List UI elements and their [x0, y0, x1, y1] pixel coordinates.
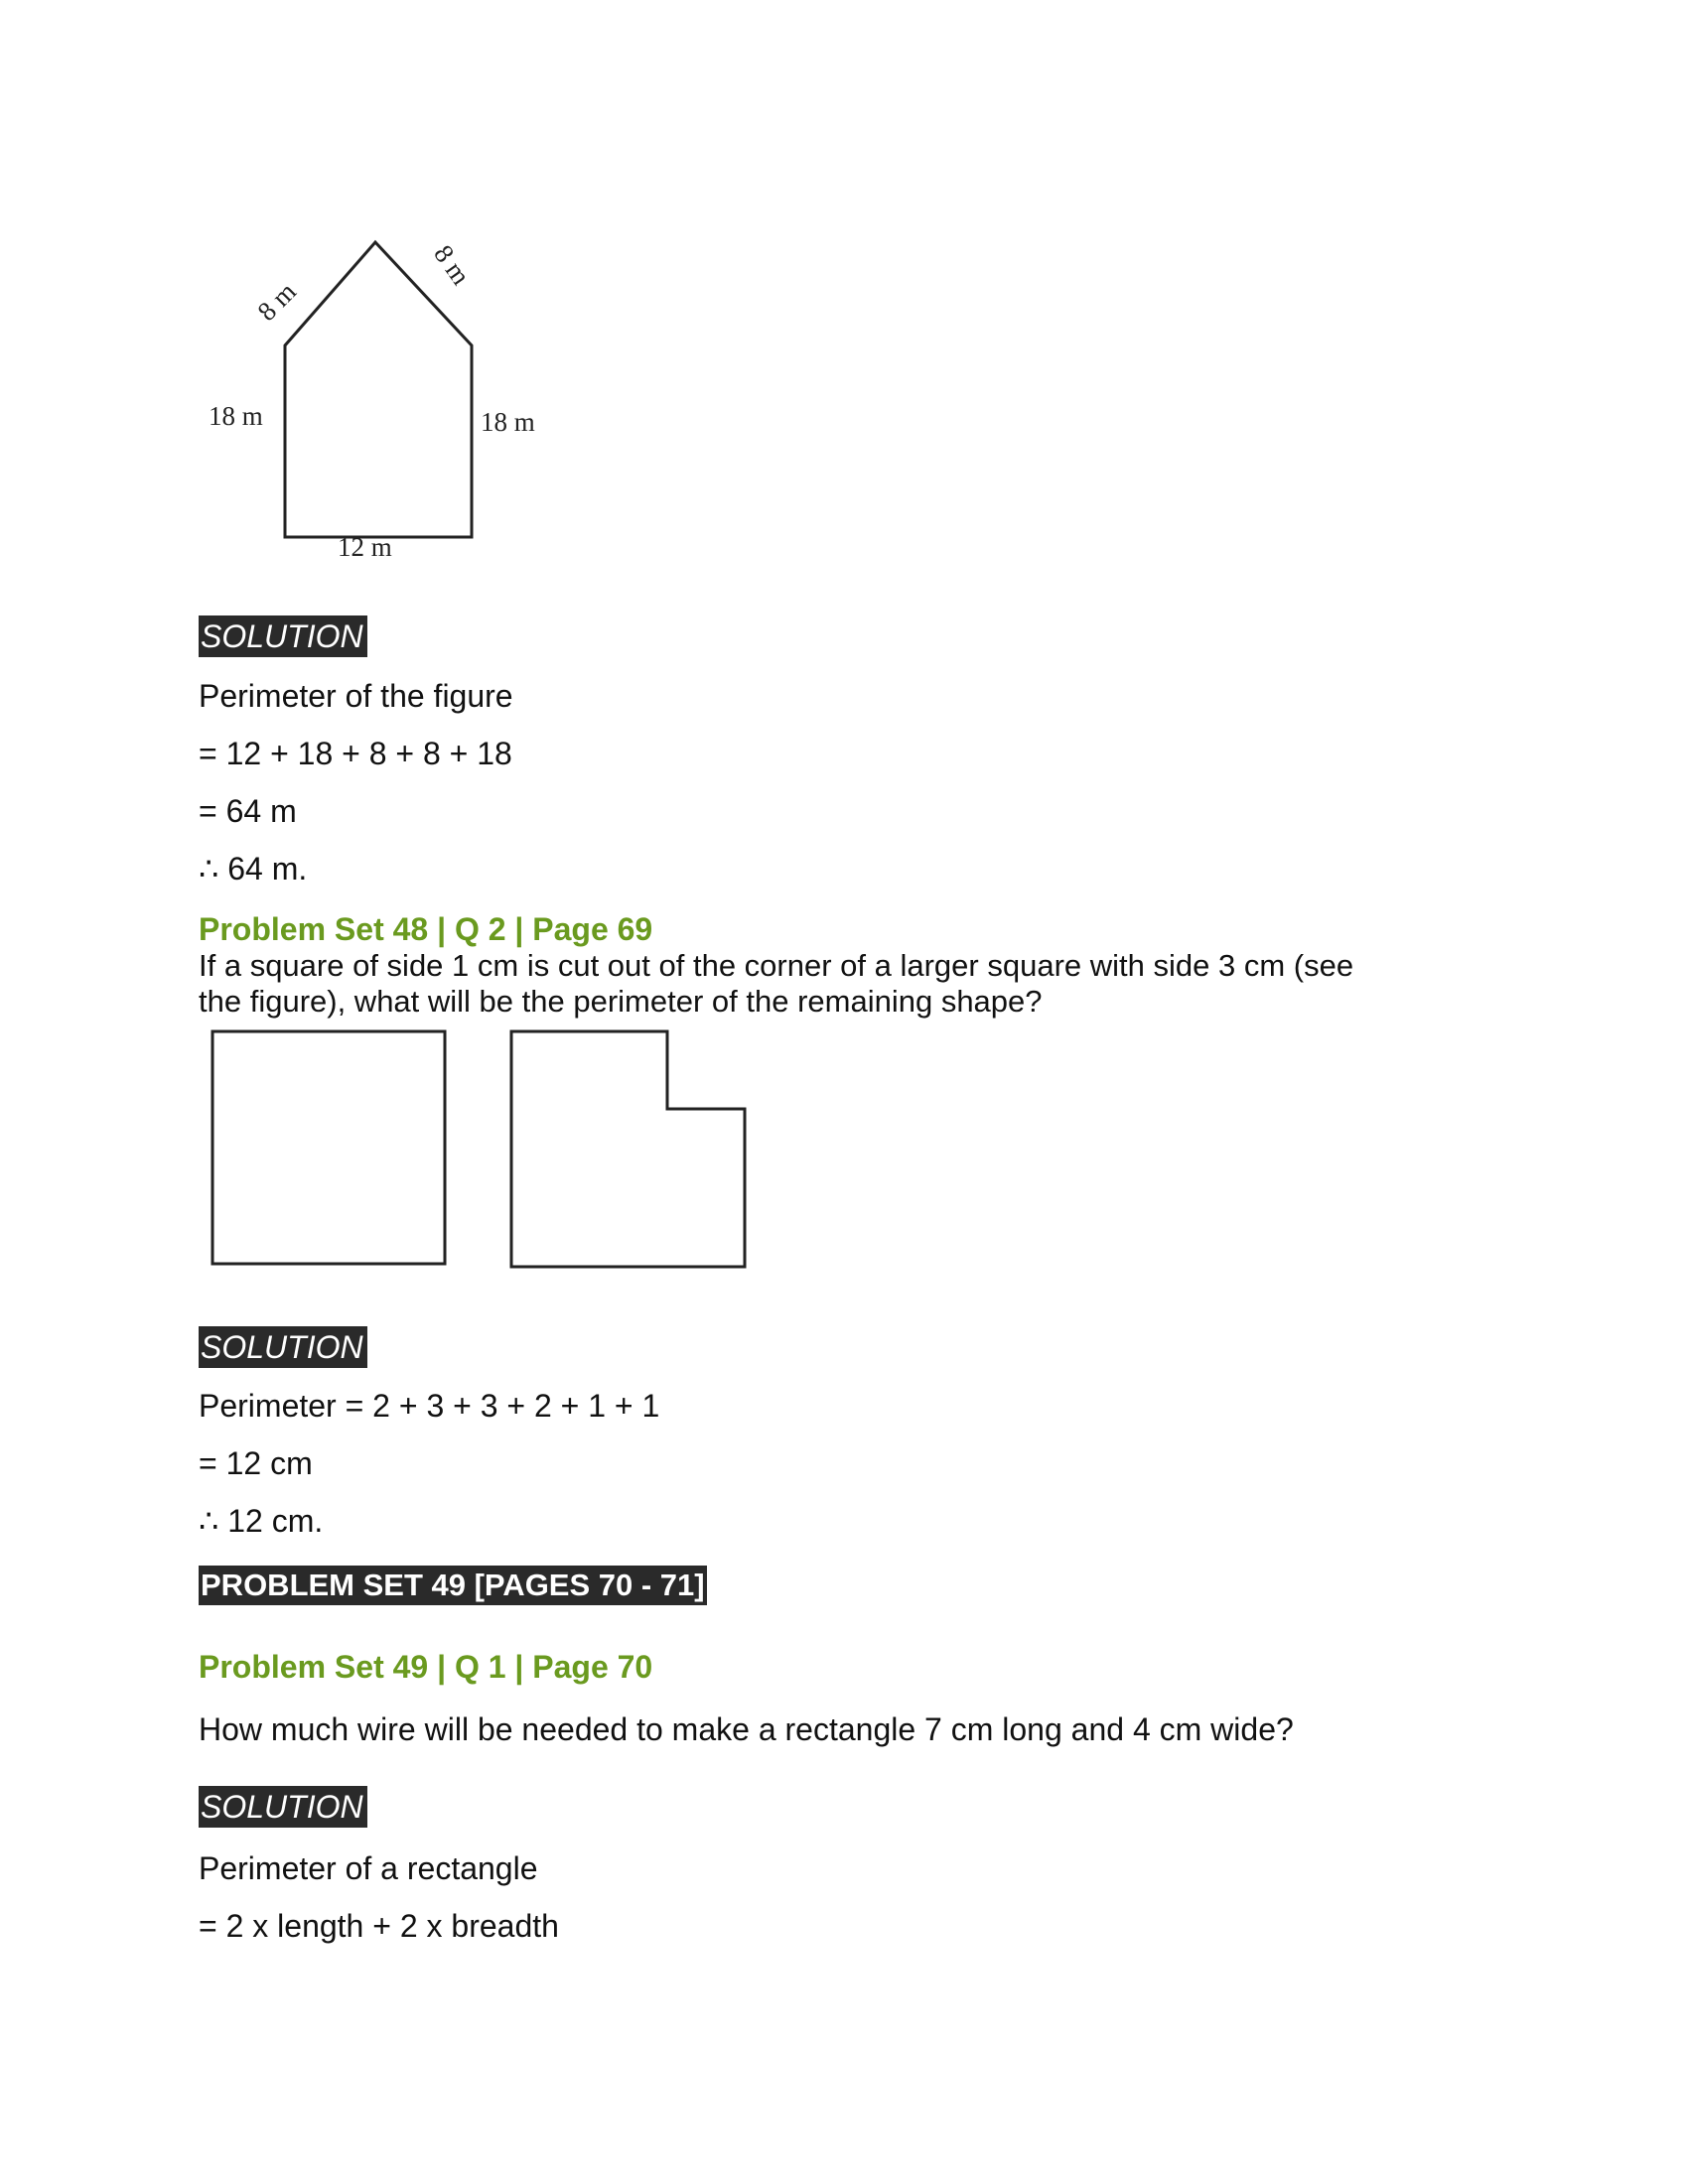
solution-line: = 64 m [199, 793, 297, 829]
label-left-side: 18 m [209, 401, 263, 431]
label-right-slant: 8 m [428, 239, 477, 291]
pentagon-outline [285, 242, 472, 537]
question-heading: Problem Set 49 | Q 1 | Page 70 [199, 1649, 653, 1685]
label-right-side: 18 m [481, 407, 535, 437]
solution-line: = 12 + 18 + 8 + 8 + 18 [199, 736, 512, 771]
pentagon-figure [199, 228, 576, 586]
full-square [212, 1031, 445, 1264]
question-text-line: If a square of side 1 cm is cut out of the corner of a larger square with side 3 cm (see [199, 948, 1354, 983]
section-header: PROBLEM SET 49 [PAGES 70 - 71] [199, 1566, 707, 1605]
solution-line: Perimeter of a rectangle [199, 1850, 538, 1886]
solution-line: Perimeter = 2 + 3 + 3 + 2 + 1 + 1 [199, 1388, 660, 1424]
question-text: How much wire will be needed to make a rectangle 7 cm long and 4 cm wide? [199, 1711, 1294, 1747]
solution-badge: SOLUTION [199, 615, 367, 657]
solution-line: = 2 x length + 2 x breadth [199, 1908, 559, 1944]
cut-square [511, 1031, 745, 1267]
solution-line: ∴ 64 m. [199, 851, 308, 887]
label-left-slant: 8 m [251, 276, 302, 327]
question-text-line: the figure), what will be the perimeter of the remaining shape? [199, 984, 1043, 1019]
solution-badge: SOLUTION [199, 1326, 367, 1368]
solution-badge: SOLUTION [199, 1786, 367, 1828]
solution-line: Perimeter of the figure [199, 678, 513, 714]
squares-figure [199, 1023, 755, 1281]
label-bottom: 12 m [338, 532, 392, 562]
solution-line: = 12 cm [199, 1445, 313, 1481]
question-heading: Problem Set 48 | Q 2 | Page 69 [199, 911, 653, 947]
solution-line: ∴ 12 cm. [199, 1503, 324, 1539]
